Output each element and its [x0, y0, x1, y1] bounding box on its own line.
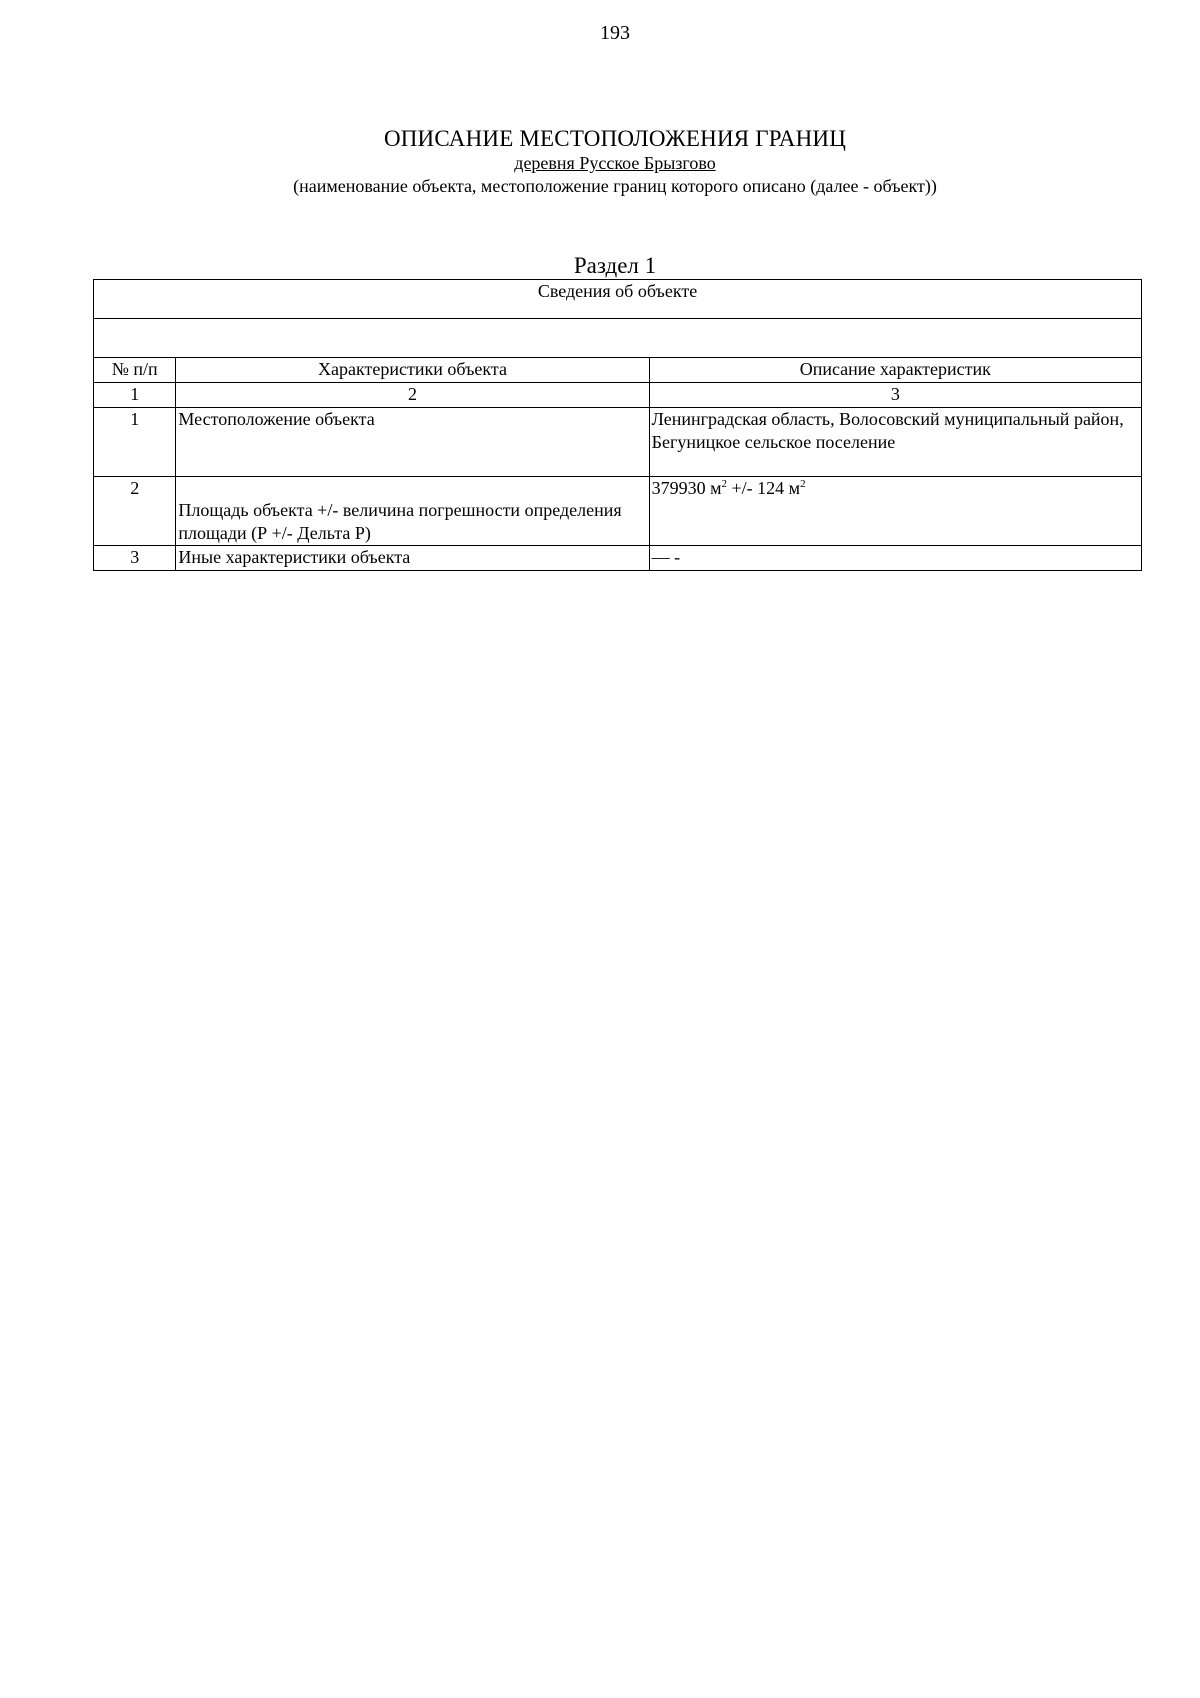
column-number-row — [94, 383, 1142, 408]
table-empty-row — [94, 319, 1142, 358]
table-row — [94, 408, 1142, 477]
column-number-2: 2 — [176, 383, 649, 408]
column-number-1: 1 — [94, 383, 176, 408]
row-number: 1 — [94, 408, 176, 477]
area-value: 379930 м — [651, 478, 722, 498]
area-tolerance: +/- 124 м — [727, 478, 801, 498]
area-unit-sup: 2 — [721, 478, 728, 490]
row-number: 3 — [94, 546, 176, 571]
object-name-text: деревня Русское Брызгово — [514, 153, 716, 173]
object-name — [0, 153, 1200, 174]
row-characteristic: Площадь объекта +/- величина погрешности определения площади (Р +/- Дельта Р) — [178, 500, 622, 543]
page-number: 193 — [600, 22, 630, 44]
column-header-characteristic: Характеристики объекта — [176, 358, 649, 383]
row-characteristic: Местоположение объекта — [176, 408, 649, 477]
row-description: Ленинградская область, Волосовский муниципальный район, Бегуницкое сельское поселение — [649, 408, 1141, 477]
object-info-table — [93, 279, 1142, 571]
empty-cell — [94, 319, 1142, 358]
table-row — [94, 477, 1142, 546]
column-header-row — [94, 358, 1142, 383]
table-row — [94, 546, 1142, 571]
row-characteristic: Иные характеристики объекта — [176, 546, 649, 571]
section-title: Раздел 1 — [573, 253, 657, 278]
table-heading-row — [94, 280, 1142, 319]
column-number-3: 3 — [649, 383, 1141, 408]
tolerance-unit-sup: 2 — [800, 478, 806, 490]
row-characteristic-cell — [176, 477, 649, 546]
column-header-num: № п/п — [94, 358, 176, 383]
document-title: ОПИСАНИЕ МЕСТОПОЛОЖЕНИЯ ГРАНИЦ — [383, 126, 847, 151]
column-header-description: Описание характеристик — [649, 358, 1141, 383]
row-description: — - — [649, 546, 1141, 571]
object-caption: (наименование объекта, местоположение границ которого описано (далее - объект)) — [293, 176, 937, 196]
table-heading: Сведения об объекте — [94, 280, 1142, 319]
row-number: 2 — [94, 477, 176, 546]
row-description — [649, 477, 1141, 546]
